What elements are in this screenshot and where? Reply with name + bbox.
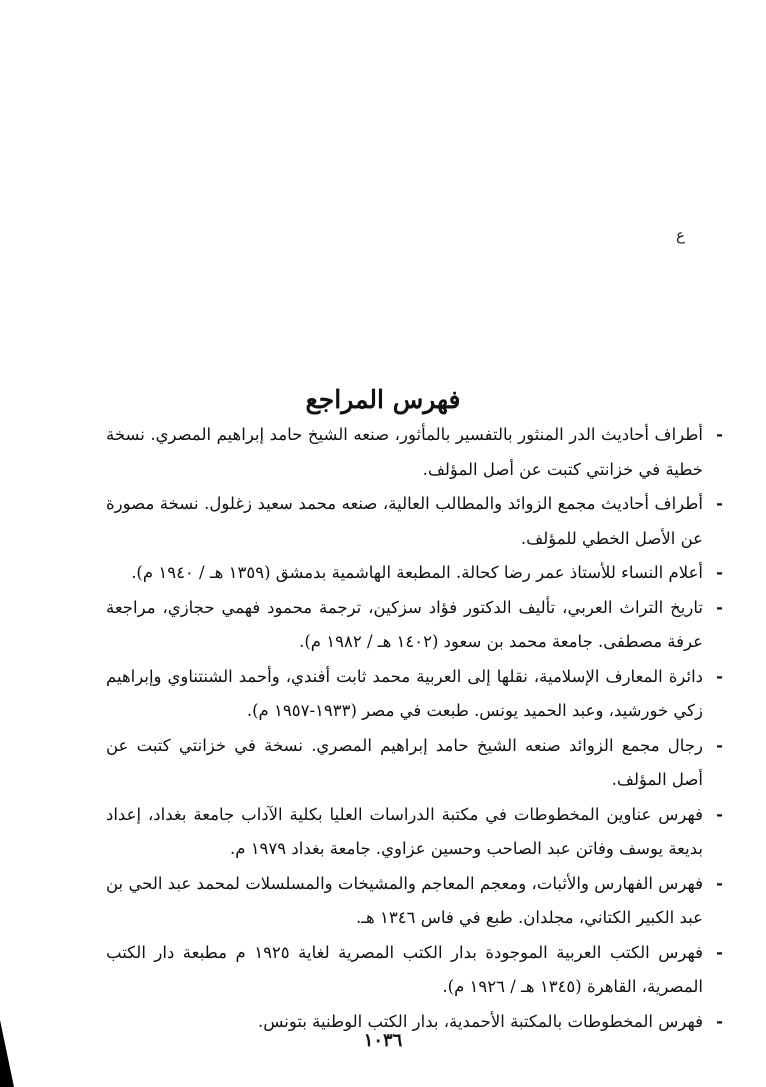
reference-list — [106, 418, 723, 1039]
list-item — [106, 729, 723, 798]
page-number: ١٠٣٦ — [363, 1030, 403, 1051]
item-marker: - — [716, 735, 723, 755]
list-item — [106, 798, 723, 867]
reference-text: دائرة المعارف الإسلامية، نقلها إلى العربية محمد ثابت أفندي، وأحمد الشنتناوي وإبراهيم زكي خورشيد، وعبد الحميد يونس. طبعت في مصر (١٩٣٣-١٩٥٧ م). — [106, 666, 703, 720]
corner-mark: ع — [676, 226, 685, 244]
list-item — [106, 591, 723, 660]
reference-text: أطراف أحاديث مجمع الزوائد والمطالب العالية، صنعه محمد سعيد زغلول. نسخة مصورة عن الأصل الخطي للمؤلف. — [106, 494, 703, 548]
item-marker: - — [716, 494, 723, 513]
reference-text: رجال مجمع الزوائد صنعه الشيخ حامد إبراهيم المصري. نسخة في خزانتي كتبت عن أصل المؤلف. — [106, 735, 703, 789]
reference-text: فهرس الفهارس والأثبات، ومعجم المعاجم والمشيخات والمسلسلات لمحمد عبد الحي بن عبد الكبير الكتاني، مجلدان. طبع في فاس ١٣٤٦ هـ. — [106, 873, 703, 927]
item-marker: - — [716, 597, 723, 617]
list-item — [106, 867, 723, 936]
item-marker: - — [716, 1011, 723, 1031]
reference-text: فهرس الكتب العربية الموجودة بدار الكتب المصرية لغاية ١٩٢٥ م مطبعة دار الكتب المصرية، القاهرة (١٣٤٥ هـ / ١٩٢٦ م). — [106, 942, 703, 996]
list-item — [106, 660, 723, 729]
reference-text: أطراف أحاديث الدر المنثور بالتفسير بالمأثور، صنعه الشيخ حامد إبراهيم المصري. نسخة خطية في خزانتي كتبت عن أصل المؤلف. — [106, 425, 703, 479]
item-marker: - — [716, 563, 723, 582]
reference-text: فهرس المخطوطات بالمكتبة الأحمدية، بدار الكتب الوطنية بتونس. — [257, 1011, 703, 1031]
item-marker: - — [716, 666, 723, 686]
page-edge-shadow — [0, 1020, 14, 1087]
reference-text: أعلام النساء للأستاذ عمر رضا كحالة. المطبعة الهاشمية بدمشق (١٣٥٩ هـ / ١٩٤٠ م). — [131, 563, 703, 582]
list-item — [106, 936, 723, 1005]
item-marker: - — [716, 804, 723, 824]
list-item — [106, 556, 723, 591]
list-item — [106, 487, 723, 556]
list-item — [106, 418, 723, 487]
reference-text: تاريخ التراث العربي، تأليف الدكتور فؤاد سزكين، ترجمة محمود فهمي حجازي، مراجعة عرفة مصطفى. جامعة محمد بن سعود (١٤٠٢ هـ / ١٩٨٢ م). — [106, 597, 703, 651]
reference-text: فهرس عناوين المخطوطات في مكتبة الدراسات العليا بكلية الآداب جامعة بغداد، إعداد بديعة يوسف وفاتن عبد الصاحب وحسين عزاوي. جامعة بغداد ١٩٧٩ م. — [106, 804, 703, 858]
item-marker: - — [716, 873, 723, 893]
item-marker: - — [716, 942, 723, 962]
item-marker: - — [716, 425, 723, 444]
page-title: فهرس المراجع — [305, 384, 461, 414]
